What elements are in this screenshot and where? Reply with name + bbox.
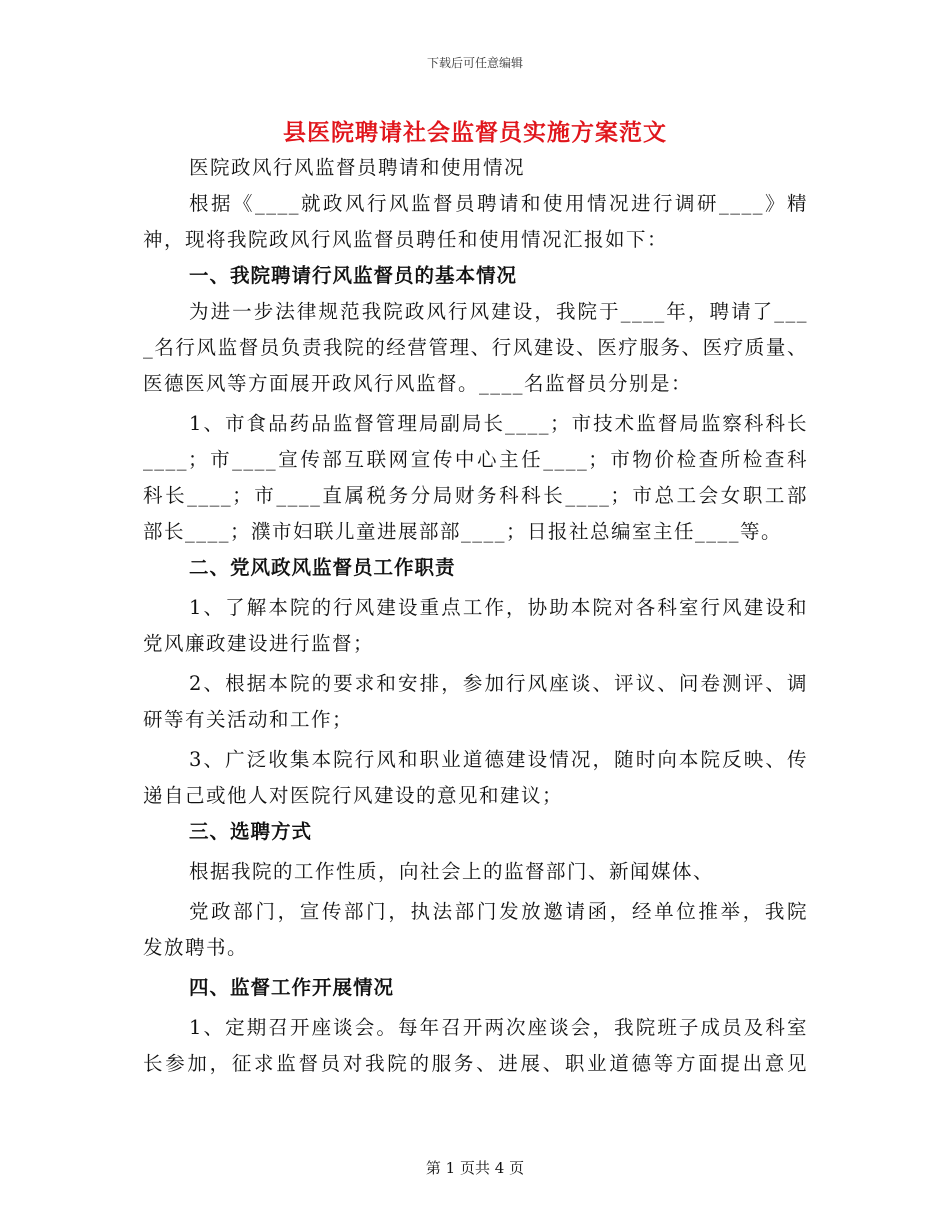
paragraph-line: 根据我院的工作性质，向社会上的监督部门、新闻媒体、: [189, 860, 715, 883]
paragraph-line: 医德医风等方面展开政风行风监督。____名监督员分别是：: [143, 372, 693, 395]
page-number: 第 1 页共 4 页: [425, 1159, 525, 1177]
paragraph-line: 党风廉政建设进行监督；: [143, 632, 375, 655]
paragraph-line: 2、根据本院的要求和安排，参加行风座谈、评议、问卷测评、调: [189, 672, 808, 695]
paragraph-line: 递自己或他人对医院行风建设的意见和建议；: [143, 784, 564, 807]
paragraph-line: 党政部门，宣传部门，执法部门发放邀请函，经单位推举，我院: [189, 900, 808, 923]
section-heading-4: 四、监督工作开展情况: [189, 976, 395, 999]
paragraph-line: 为进一步法律规范我院政风行风建设，我院于____年，聘请了___: [189, 300, 808, 323]
paragraph-line: 发放聘书。: [143, 936, 249, 959]
section-heading-1: 一、我院聘请行风监督员的基本情况: [189, 264, 518, 287]
paragraph-line: 长参加，征求监督员对我院的服务、进展、职业道德等方面提出意见: [143, 1052, 808, 1075]
paragraph-line: 3、广泛收集本院行风和职业道德建设情况，随时向本院反映、传: [189, 748, 808, 771]
download-note: 下载后可任意编辑: [426, 56, 523, 70]
paragraph-line: 1、市食品药品监督管理局副局长____；市技术监督局监察科科长: [189, 412, 808, 435]
paragraph-line: _名行风监督员负责我院的经营管理、行风建设、医疗服务、医疗质量、: [143, 336, 808, 359]
paragraph-line: 部长____；濮市妇联儿童进展部部____；日报社总编室主任____等。: [143, 520, 783, 543]
paragraph-line: 1、定期召开座谈会。每年召开两次座谈会，我院班子成员及科室: [189, 1016, 808, 1039]
section-heading-3: 三、选聘方式: [189, 820, 313, 843]
section-heading-2: 二、党风政风监督员工作职责: [189, 556, 456, 579]
paragraph-line: ____；市____宣传部互联网宣传中心主任____；市物价检查所检查科: [143, 448, 808, 471]
document-title: 县医院聘请社会监督员实施方案范文: [283, 119, 667, 146]
paragraph-line: 根据《____就政风行风监督员聘请和使用情况进行调研____》精: [189, 192, 808, 215]
document-body: [143, 150, 808, 1082]
paragraph-line: 神，现将我院政风行风监督员聘任和使用情况汇报如下：: [143, 228, 669, 251]
paragraph-line: 科长____；市____直属税务分局财务科科长____；市总工会女职工部: [143, 484, 808, 507]
paragraph-line: 医院政风行风监督员聘请和使用情况: [189, 156, 526, 179]
paragraph-line: 1、了解本院的行风建设重点工作，协助本院对各科室行风建设和: [189, 596, 808, 619]
paragraph-line: 研等有关活动和工作；: [143, 708, 354, 731]
